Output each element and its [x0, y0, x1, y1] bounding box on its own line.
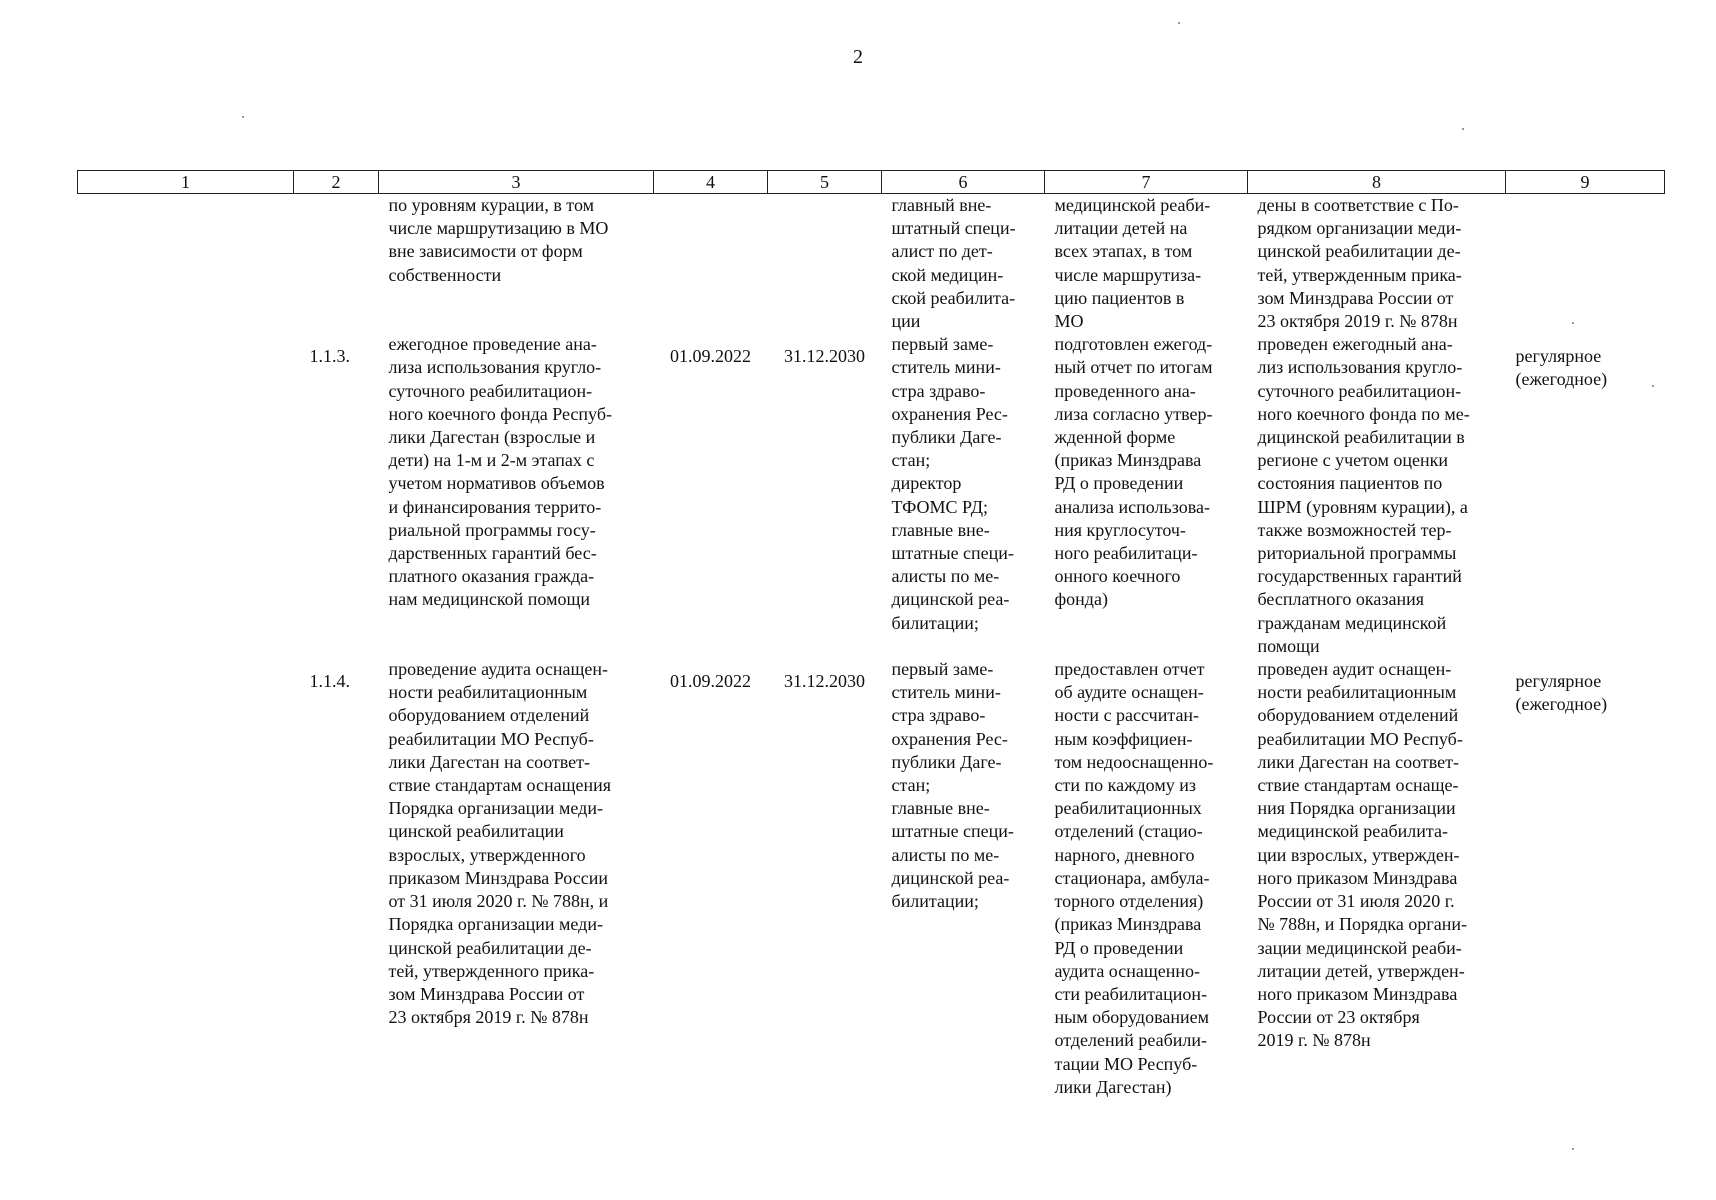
result-cell: медицинской реаби- литации детей на всех этапах, в том числе маршрутиза- цию пациентов в МО [1054, 195, 1211, 332]
column-header: 6 [882, 171, 1045, 194]
column-header: 5 [768, 171, 882, 194]
scan-speck [1572, 322, 1574, 324]
scan-speck [1178, 22, 1180, 24]
result-cell: подготовлен ежегод- ный отчет по итогам проведенного ана- лиза согласно утвер- жденной форме (приказ Минздрава РД о проведении анализа использова- ния круглосуточ- ного реабилитаци- онного коечного фонда) [1054, 334, 1213, 610]
activity-cell: ежегодное проведение ана- лиза использования кругло- суточного реабилитацион- ного коечного фонда Респуб- лики Дагестан (взрослые и дети) на 1-м и 2-м этапах с учетом нормативов объемов и финансирования террито- риальной программы госу- дарственных гарантий бес- платного оказания гражда- нам медицинской помощи [388, 334, 612, 610]
start-date-cell: 01.09.2022 [670, 671, 751, 692]
responsible-cell: главный вне- штатный специ- алист по дет- ской медицин- ской реабилита- ции [891, 195, 1016, 332]
activity-cell: проведение аудита оснащен- ности реабилитационным оборудованием отделений реабилитации МО Респуб- лики Дагестан на соответ- ствие стандартам оснащения Порядка организации меди- цинской реабилитации взрослых, утвержденного приказом Минздрава России от 31 июля 2020 г. № 788н, и Порядка организации меди- цинской реабилитации де- тей, утвержденного прика- зом Минздрава России от 23 октября 2019 г. № 878н [388, 659, 612, 1028]
item-number-cell [294, 194, 379, 334]
frequency-cell: регулярное (ежегодное) [1515, 671, 1608, 715]
responsible-cell: первый заме- ститель мини- стра здраво- охранения Рес- публики Даге- стан; главные вне- штатные специ- алисты по ме- дицинской реа- билитации; [891, 659, 1014, 912]
frequency-cell [1506, 194, 1665, 334]
frequency-cell: регулярное (ежегодное) [1515, 346, 1608, 390]
scan-speck [1652, 385, 1654, 387]
column-header: 8 [1248, 171, 1506, 194]
activity-cell: по уровням курации, в том числе маршрутизацию в МО вне зависимости от форм собственности [388, 195, 609, 285]
item-number-cell: 1.1.4. [309, 671, 350, 692]
empty-cell [78, 333, 294, 658]
item-number-cell: 1.1.3. [309, 346, 350, 367]
end-date-cell: 31.12.2030 [784, 671, 865, 692]
start-date-cell: 01.09.2022 [670, 346, 751, 367]
scan-speck [1572, 1148, 1574, 1150]
column-header: 1 [78, 171, 294, 194]
result-cell: предоставлен отчет об аудите оснащен- ности с рассчитан- ным коэффициен- том недооснащенно- сти по каждому из реабилитационных отделений (стацио- нарного, дневного стационара, амбула- торного отделения) (приказ Минздрава РД о проведении аудита оснащенно- сти реабилитацион- ным оборудованием отделений реабили- тации МО Респуб- лики Дагестан) [1054, 659, 1214, 1097]
scan-speck [1462, 128, 1464, 130]
table-row [78, 658, 1665, 1099]
scan-speck [242, 116, 244, 118]
action-plan-table [77, 170, 1665, 1099]
start-date-cell [654, 194, 768, 334]
table-row [78, 194, 1665, 334]
end-date-cell: 31.12.2030 [784, 346, 865, 367]
responsible-cell: первый заме- ститель мини- стра здраво- охранения Рес- публики Даге- стан; директор ТФОМС РД; главные вне- штатные специ- алисты по ме- дицинской реа- билитации; [891, 334, 1014, 633]
column-header: 7 [1045, 171, 1248, 194]
table-row [78, 333, 1665, 658]
column-number-header-row [78, 171, 1665, 194]
column-header: 9 [1506, 171, 1665, 194]
empty-cell [78, 194, 294, 334]
empty-cell [78, 658, 294, 1099]
column-header: 2 [294, 171, 379, 194]
indicator-cell: дены в соответствие с По- рядком организации меди- цинской реабилитации де- тей, утвержденным прика- зом Минздрава России от 23 октября 2019 г. № 878н [1257, 195, 1462, 332]
end-date-cell [768, 194, 882, 334]
indicator-cell: проведен ежегодный ана- лиз использования кругло- суточного реабилитацион- ного коечного фонда по ме- дицинской реабилитации в регионе с учетом оценки состояния пациентов по ШРМ (уровням курации), а также возможностей тер- риториальной программы государственных гарантий бесплатного оказания гражданам медицинской помощи [1257, 334, 1470, 656]
indicator-cell: проведен аудит оснащен- ности реабилитационным оборудованием отделений реабилитации МО Респуб- лики Дагестан на соответ- ствие стандартам оснаще- ния Порядка организации медицинской реабилита- ции взрослых, утвержден- ного приказом Минздрава России от 31 июля 2020 г. № 788н, и Порядка органи- зации медицинской реаби- литации детей, утвержден- ного приказом Минздрава России от 23 октября 2019 г. № 878н [1257, 659, 1467, 1051]
column-header: 4 [654, 171, 768, 194]
page-number: 2 [853, 46, 863, 68]
column-header: 3 [379, 171, 654, 194]
